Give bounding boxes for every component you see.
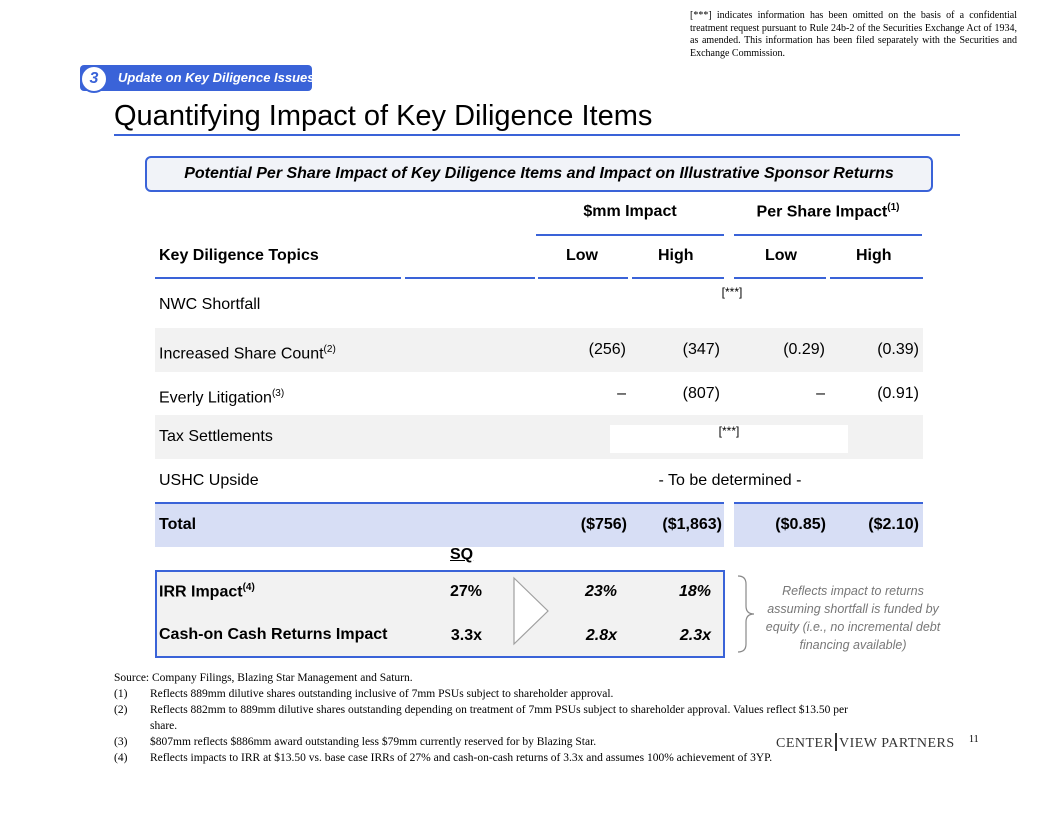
header-rule (405, 277, 535, 279)
row-label: USHC Upside (159, 472, 259, 489)
brace-icon (736, 574, 758, 654)
coc-label: Cash-on Cash Returns Impact (159, 626, 388, 643)
total-high-ps: ($2.10) (868, 516, 919, 533)
redacted-marker: [***] (718, 424, 740, 438)
status-quo-label: SQ (450, 546, 474, 563)
total-high-mm: ($1,863) (662, 516, 722, 533)
footnote: (4) Reflects impacts to IRR at $13.50 vs. base case IRRs of 27% and cash-on-cash returns of 3.3x and assumes 100% achievement of 3YP. (114, 752, 773, 764)
title-divider (114, 134, 960, 136)
centerview-logo: CENTER VIEW PARTNERS (776, 733, 955, 752)
col-header-low-ps: Low (765, 247, 797, 264)
cell-low-mm: (256) (588, 341, 626, 358)
tbd-label: - To be determined - (658, 472, 802, 489)
table-row (155, 372, 923, 416)
irr-low: 23% (584, 583, 617, 600)
coc-sq: 3.3x (450, 627, 482, 644)
header-rule (155, 277, 401, 279)
header-rule (830, 277, 923, 279)
footnote: (3) $807mm reflects $886mm award outstanding less $79mm currently reserved for by Blazing Star. (114, 736, 597, 748)
total-low-ps: ($0.85) (775, 516, 826, 533)
irr-sq: 27% (449, 583, 482, 600)
total-low-mm: ($756) (580, 516, 627, 533)
redacted-marker: [***] (721, 285, 743, 299)
confidential-disclaimer: [***] indicates information has been omitted on the basis of a confidential treatment request pursuant to Rule 24b-2 of the Securities Exchange Act of 1934, as amended. This information has been filed separately with the Securities and Exchange Commission. (690, 10, 1017, 59)
col-header-high-mm: High (658, 247, 694, 264)
cell-high-ps: (0.39) (877, 341, 919, 358)
cell-high-mm: (807) (682, 385, 720, 402)
table-row (155, 283, 923, 327)
cell-high-ps: (0.91) (877, 385, 919, 402)
page-title: Quantifying Impact of Key Diligence Items (114, 100, 653, 132)
cell-low-mm: – (617, 385, 626, 402)
col-header-topics: Key Diligence Topics (159, 247, 319, 264)
cell-high-mm: (347) (682, 341, 720, 358)
row-label: Tax Settlements (159, 428, 273, 445)
section-number-badge: 3 (80, 65, 108, 93)
arrow-right-icon (512, 576, 550, 646)
row-label: Increased Share Count$^{(2)}$ (159, 344, 336, 363)
cell-low-ps: – (816, 385, 825, 402)
footnotes (114, 670, 854, 766)
footnote: (1) Reflects 889mm dilutive shares outstanding inclusive of 7mm PSUs subject to shareholder approval. (114, 688, 614, 700)
group-rule-mm (536, 234, 724, 236)
source-line: Source: Company Filings, Blazing Star Management and Saturn. (114, 672, 413, 684)
brace-note: Reflects impact to returns assuming shortfall is funded by equity (i.e., no incremental debt financing available) (765, 584, 941, 652)
header-rule (632, 277, 724, 279)
coc-low: 2.8x (585, 627, 617, 644)
group-header-per-share: Per Share Impact$^{(1)}$ (756, 202, 900, 221)
footnote: (2) Reflects 882mm to 889mm dilutive shares outstanding depending on treatment of 7mm PSUs subject to shareholder approval. Values reflect $13.50 per share. (114, 704, 848, 732)
header-rule (538, 277, 628, 279)
table-row (155, 328, 923, 372)
coc-high: 2.3x (679, 627, 711, 644)
group-rule-per-share (734, 234, 922, 236)
table-subtitle: Potential Per Share Impact of Key Diligence Items and Impact on Illustrative Sponsor Returns (145, 156, 933, 192)
irr-label: IRR Impact$^{(4)}$ (159, 582, 255, 601)
irr-high: 18% (678, 583, 711, 600)
row-label: Everly Litigation$^{(3)}$ (159, 388, 285, 407)
group-header-mm-impact: $mm Impact (583, 203, 677, 220)
col-header-high-ps: High (856, 247, 892, 264)
row-label: NWC Shortfall (159, 296, 261, 313)
page-number: 11 (969, 734, 979, 745)
col-header-low-mm: Low (566, 247, 598, 264)
section-label: Update on Key Diligence Issues (118, 70, 315, 85)
total-label: Total (159, 516, 197, 533)
cell-low-ps: (0.29) (783, 341, 825, 358)
header-rule (734, 277, 826, 279)
